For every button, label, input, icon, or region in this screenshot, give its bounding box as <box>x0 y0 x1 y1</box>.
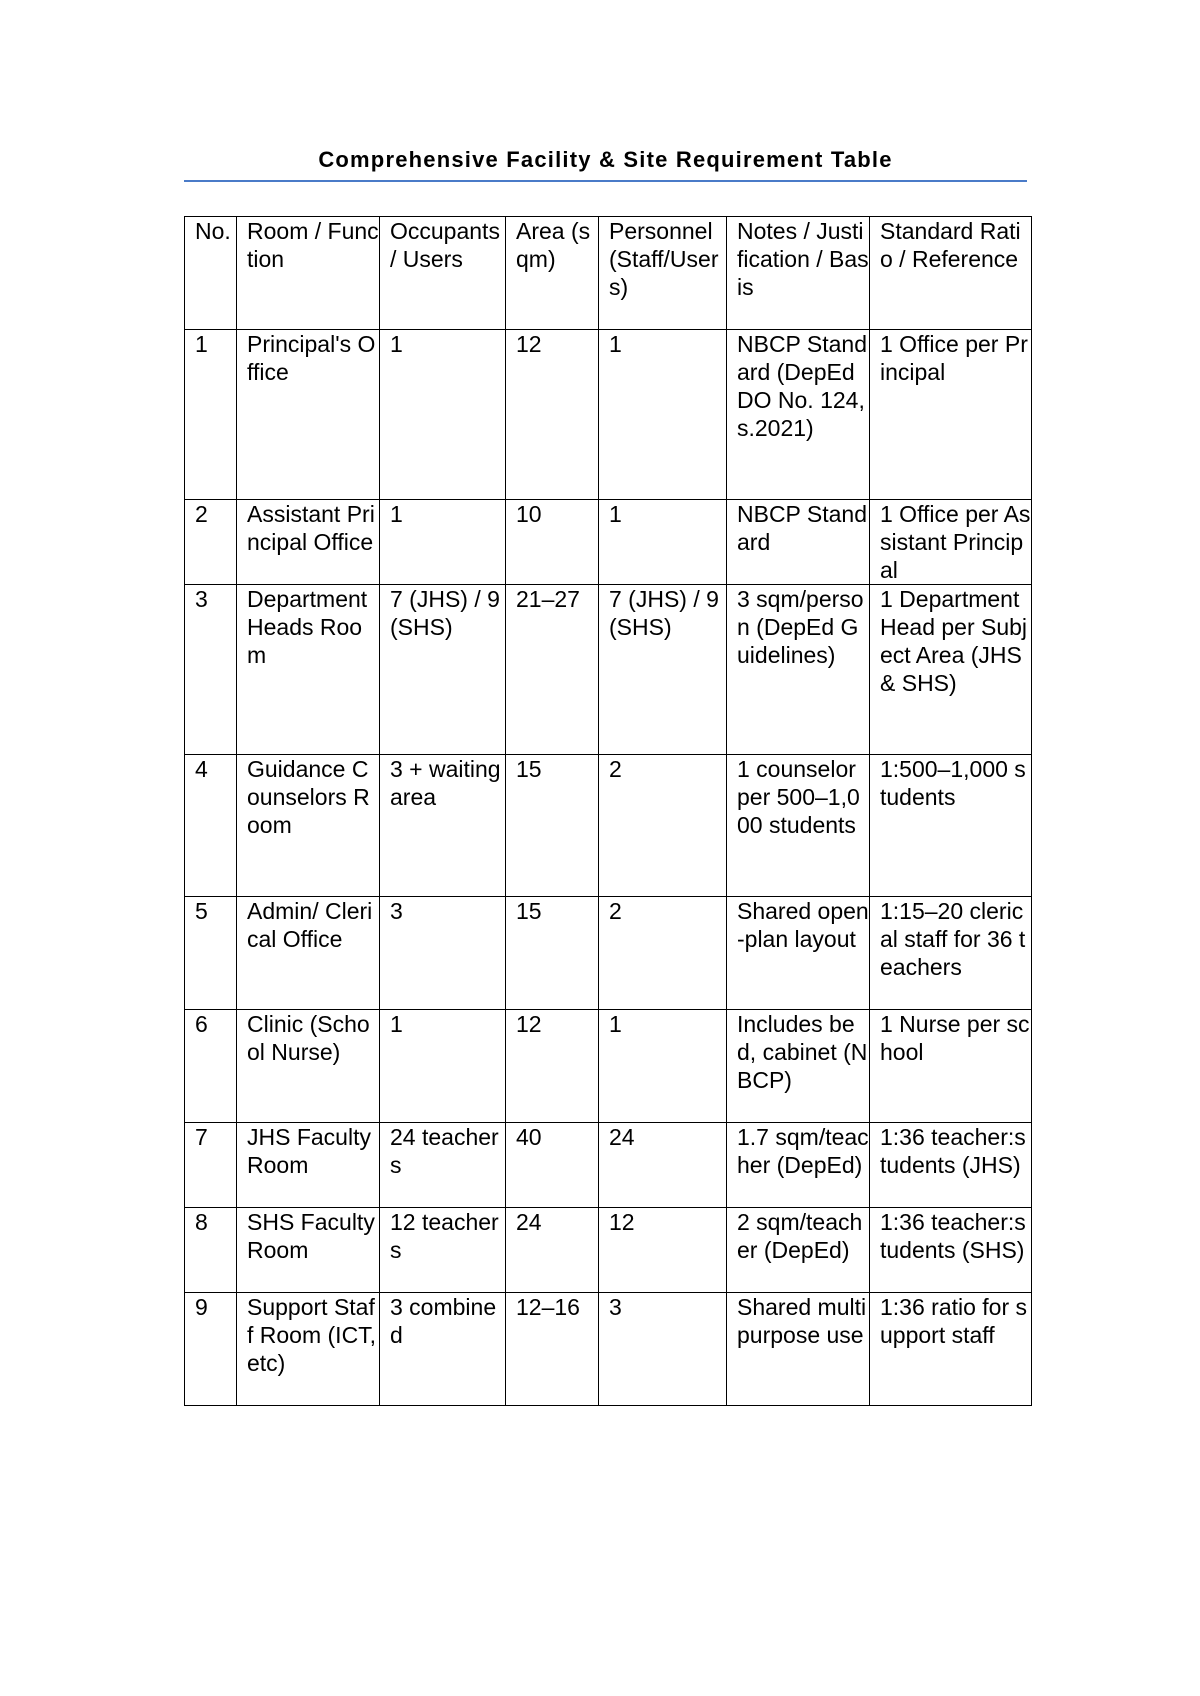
personnel-cell: 24 <box>599 1123 727 1208</box>
row-number-cell: 9 <box>185 1293 237 1406</box>
standard-ratio-cell: 1:36 teacher:students (SHS) <box>870 1208 1032 1293</box>
table-row <box>185 585 1032 755</box>
row-number-cell: 7 <box>185 1123 237 1208</box>
standard-ratio-cell: 1:36 teacher:students (JHS) <box>870 1123 1032 1208</box>
table-row <box>185 1123 1032 1208</box>
row-number-cell: 1 <box>185 330 237 500</box>
personnel-cell: 1 <box>599 500 727 585</box>
area-cell: 12 <box>506 1010 599 1123</box>
notes-cell: Shared open-plan layout <box>727 897 870 1010</box>
personnel-cell: 7 (JHS) / 9 (SHS) <box>599 585 727 755</box>
header-cell-notes: Notes / Justification / Basis <box>727 217 870 330</box>
row-number-cell: 2 <box>185 500 237 585</box>
personnel-cell: 2 <box>599 755 727 897</box>
personnel-cell: 2 <box>599 897 727 1010</box>
area-cell: 10 <box>506 500 599 585</box>
area-cell: 21–27 <box>506 585 599 755</box>
room-function-cell: JHS Faculty Room <box>237 1123 380 1208</box>
facility-requirement-table <box>184 216 1032 1406</box>
room-function-cell: SHS Faculty Room <box>237 1208 380 1293</box>
standard-ratio-cell: 1 Nurse per school <box>870 1010 1032 1123</box>
table-row <box>185 897 1032 1010</box>
table-row <box>185 500 1032 585</box>
occupants-cell: 24 teachers <box>380 1123 506 1208</box>
room-function-cell: Assistant Principal Office <box>237 500 380 585</box>
standard-ratio-cell: 1:36 ratio for support staff <box>870 1293 1032 1406</box>
table-row <box>185 1293 1032 1406</box>
standard-ratio-cell: 1 Department Head per Subject Area (JHS & SHS) <box>870 585 1032 755</box>
table-row <box>185 1010 1032 1123</box>
header-cell-standard-ratio: Standard Ratio / Reference <box>870 217 1032 330</box>
header-cell-personnel: Personnel (Staff/Users) <box>599 217 727 330</box>
area-cell: 40 <box>506 1123 599 1208</box>
personnel-cell: 1 <box>599 330 727 500</box>
standard-ratio-cell: 1:15–20 clerical staff for 36 teachers <box>870 897 1032 1010</box>
occupants-cell: 3 + waiting area <box>380 755 506 897</box>
document-title: Comprehensive Facility & Site Requirement Table <box>318 147 893 172</box>
occupants-cell: 12 teachers <box>380 1208 506 1293</box>
occupants-cell: 1 <box>380 1010 506 1123</box>
personnel-cell: 3 <box>599 1293 727 1406</box>
occupants-cell: 1 <box>380 330 506 500</box>
room-function-cell: Clinic (School Nurse) <box>237 1010 380 1123</box>
area-cell: 24 <box>506 1208 599 1293</box>
header-cell-occupants: Occupants / Users <box>380 217 506 330</box>
room-function-cell: Admin/ Clerical Office <box>237 897 380 1010</box>
header-cell-no: No. <box>185 217 237 330</box>
area-cell: 12–16 <box>506 1293 599 1406</box>
title-underline-rule <box>184 180 1027 182</box>
notes-cell: NBCP Standard <box>727 500 870 585</box>
notes-cell: 1 counselor per 500–1,000 students <box>727 755 870 897</box>
header-cell-room-function: Room / Function <box>237 217 380 330</box>
notes-cell: 2 sqm/teacher (DepEd) <box>727 1208 870 1293</box>
row-number-cell: 4 <box>185 755 237 897</box>
room-function-cell: Principal's Office <box>237 330 380 500</box>
occupants-cell: 1 <box>380 500 506 585</box>
personnel-cell: 1 <box>599 1010 727 1123</box>
row-number-cell: 8 <box>185 1208 237 1293</box>
room-function-cell: Guidance Counselors Room <box>237 755 380 897</box>
standard-ratio-cell: 1 Office per Principal <box>870 330 1032 500</box>
header-cell-area: Area (sqm) <box>506 217 599 330</box>
area-cell: 12 <box>506 330 599 500</box>
notes-cell: NBCP Standard (DepEd DO No. 124, s.2021) <box>727 330 870 500</box>
area-cell: 15 <box>506 897 599 1010</box>
row-number-cell: 3 <box>185 585 237 755</box>
notes-cell: Includes bed, cabinet (NBCP) <box>727 1010 870 1123</box>
table-row <box>185 1208 1032 1293</box>
table-row <box>185 755 1032 897</box>
notes-cell: Shared multipurpose use <box>727 1293 870 1406</box>
row-number-cell: 6 <box>185 1010 237 1123</box>
notes-cell: 1.7 sqm/teacher (DepEd) <box>727 1123 870 1208</box>
table-row <box>185 330 1032 500</box>
room-function-cell: Support Staff Room (ICT, etc) <box>237 1293 380 1406</box>
room-function-cell: Department Heads Room <box>237 585 380 755</box>
area-cell: 15 <box>506 755 599 897</box>
row-number-cell: 5 <box>185 897 237 1010</box>
notes-cell: 3 sqm/person (DepEd Guidelines) <box>727 585 870 755</box>
standard-ratio-cell: 1 Office per Assistant Principal <box>870 500 1032 585</box>
occupants-cell: 3 combined <box>380 1293 506 1406</box>
occupants-cell: 7 (JHS) / 9 (SHS) <box>380 585 506 755</box>
table-header-row <box>185 217 1032 330</box>
personnel-cell: 12 <box>599 1208 727 1293</box>
standard-ratio-cell: 1:500–1,000 students <box>870 755 1032 897</box>
occupants-cell: 3 <box>380 897 506 1010</box>
